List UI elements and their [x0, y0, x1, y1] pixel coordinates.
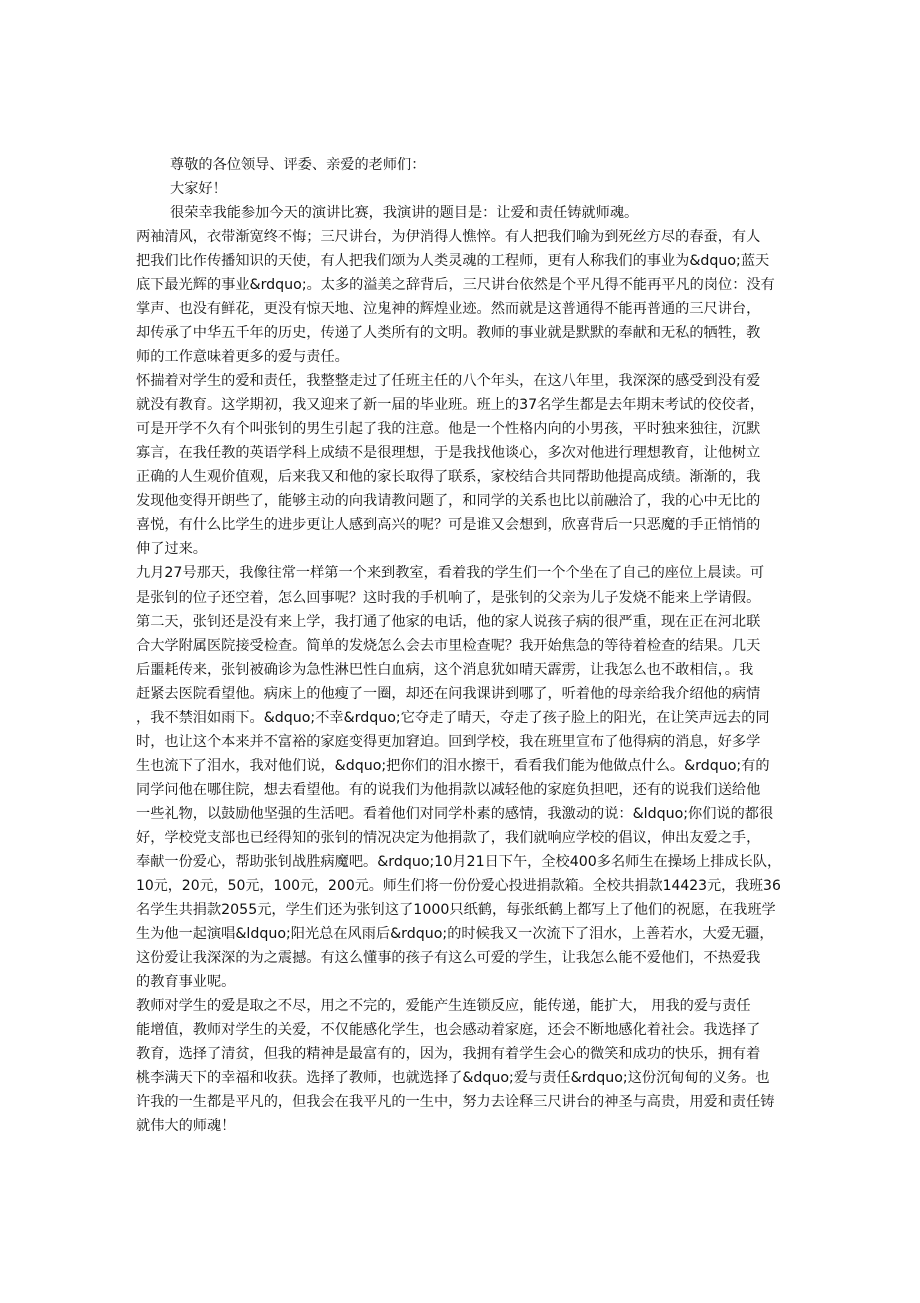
- text-line: 奉献一份爱心，帮助张钊战胜病魔吧。&rdquo;10月21日下午，全校400多名师生在操场上排成长队，: [136, 854, 782, 870]
- text-line: ，我不禁泪如雨下。&dquo;不幸&rdquo;它夺走了晴天，夺走了孩子脸上的阳光，在让笑声远去的同: [136, 710, 770, 726]
- text-line: 九月27号那天，我像往常一样第一个来到教室，看着我的学生们一个个坐在了自己的座位上晨读。可: [136, 565, 765, 581]
- text-line: 名学生共捐款2055元，学生们还为张钊这了1000只纸鹤，每张纸鹤上都写上了他们的祝愿，在我班学: [136, 902, 776, 918]
- text-line: 能增值，教师对学生的关爱，不仅能感化学生，也会感动着家庭，还会不断地感化着社会。我选择了: [136, 1022, 761, 1038]
- text-line: 两袖清风，衣带渐宽终不悔；三尺讲台，为伊消得人憔悴。有人把我们喻为到死丝方尽的春蚕，有人: [136, 229, 761, 245]
- text-line: 发现他变得开朗些了，能够主动的向我请教问题了，和同学的关系也比以前融洽了，我的心中无比的: [136, 493, 761, 509]
- text-line: 后噩耗传来，张钊被确诊为急性淋巴性白血病，这个消息犹如晴天霹雳，让我怎么也不敢相信，。我: [136, 662, 754, 678]
- text-line: 许我的一生都是平凡的，但我会在我平凡的一生中，努力去诠释三尺讲台的神圣与高贵，用爱和责任铸: [136, 1094, 775, 1110]
- text-line: 第二天，张钊还是没有来上学，我打通了他家的电话，他的家人说孩子病的很严重，现在正在河北联: [136, 614, 761, 630]
- text-line: 好，学校党支部也已经得知的张钊的情况决定为他捐款了，我们就响应学校的倡议，伸出友爱之手，: [136, 830, 761, 846]
- text-line: 可是开学不久有个叫张钊的男生引起了我的注意。他是一个性格内向的小男孩，平时独来独往，沉默: [136, 421, 761, 437]
- text-line: 尊敬的各位领导、评委、亲爱的老师们：: [170, 157, 426, 173]
- text-line: 把我们比作传播知识的天使，有人把我们颂为人类灵魂的工程师，更有人称我们的事业为&dquo;蓝天: [136, 253, 770, 269]
- text-line: 就伟大的师魂！: [136, 1118, 236, 1134]
- text-line: 底下最光辉的事业&rdquo;。太多的溢美之辞背后，三尺讲台依然是个平凡得不能再平凡的岗位：没有: [136, 277, 775, 293]
- text-line: 同学问他在哪住院，想去看望他。有的说我们为他捐款以减轻他的家庭负担吧，还有的说我们送给他: [136, 782, 761, 798]
- text-line: 生也流下了泪水，我对他们说，&dquo;把你们的泪水擦干，看看我们能为他做点什么。&rdquo;有的: [136, 758, 770, 774]
- text-line: 生为他一起演唱&ldquo;阳光总在风雨后&rdquo;的时候我又一次流下了泪水，上善若水，大爱无疆，: [136, 926, 774, 942]
- text-line: 却传承了中华五千年的历史，传递了人类所有的文明。教师的事业就是默默的奉献和无私的牺牲，教: [136, 325, 761, 341]
- text-line: 这份爱让我深深的为之震撼。有这么懂事的孩子有这么可爱的学生，让我怎么能不爱他们，不热爱我: [136, 950, 761, 966]
- text-line: 师的工作意味着更多的爱与责任。: [136, 349, 349, 365]
- text-line: 教育，选择了清贫，但我的精神是最富有的，因为，我拥有着学生会心的微笑和成功的快乐，拥有着: [136, 1046, 761, 1062]
- text-line: 很荣幸我能参加今天的演讲比赛，我演讲的题目是：让爱和责任铸就师魂。: [170, 205, 639, 221]
- text-line: 10元，20元，50元，100元，200元。师生们将一份份爱心投进捐款箱。全校共捐款14423元，我班36: [136, 878, 781, 894]
- text-line: 是张钊的位子还空着，怎么回事呢？这时我的手机响了，是张钊的父亲为儿子发烧不能来上学请假。: [136, 590, 761, 606]
- text-line: 寡言，在我任教的英语学科上成绩不是很理想，于是我找他谈心，多次对他进行理想教育，让他树立: [136, 445, 761, 461]
- text-line: 掌声、也没有鲜花，更没有惊天地、泣鬼神的辉煌业迹。然而就是这普通得不能再普通的三尺讲台，: [136, 301, 761, 317]
- text-line: 赶紧去医院看望他。病床上的他瘦了一圈，却还在问我课讲到哪了，听着他的母亲给我介绍他的病情: [136, 686, 761, 702]
- text-line: 教师对学生的爱是取之不尽，用之不完的，爱能产生连锁反应，能传递，能扩大， 用我的爱与责任: [136, 998, 751, 1014]
- text-line: 时，也让这个本来并不富裕的家庭变得更加窘迫。回到学校，我在班里宣布了他得病的消息，好多学: [136, 734, 761, 750]
- text-line: 正确的人生观价值观，后来我又和他的家长取得了联系，家校结合共同帮助他提高成绩。渐渐的，我: [136, 469, 761, 485]
- text-line: 大家好！: [170, 181, 227, 197]
- text-line: 怀揣着对学生的爱和责任，我整整走过了任班主任的八个年头，在这八年里，我深深的感受到没有爱: [136, 373, 761, 389]
- text-line: 喜悦，有什么比学生的进步更让人感到高兴的呢？可是谁又会想到，欣喜背后一只恶魔的手正悄悄的: [136, 517, 761, 533]
- text-line: 合大学附属医院接受检查。简单的发烧怎么会去市里检查呢？我开始焦急的等待着检查的结果。几天: [136, 638, 761, 654]
- text-line: 一些礼物，以鼓励他坚强的生活吧。看着他们对同学朴素的感情，我激动的说：&ldquo;你们说的都很: [136, 806, 774, 822]
- text-line: 桃李满天下的幸福和收获。选择了教师，也就选择了&dquo;爱与责任&rdquo;这份沉甸甸的义务。也: [136, 1070, 770, 1086]
- text-line: 伸了过来。: [136, 541, 207, 557]
- text-line: 的教育事业呢。: [136, 974, 236, 990]
- text-line: 就没有教育。这学期初，我又迎来了新一届的毕业班。班上的37名学生都是去年期末考试的佼佼者，: [136, 397, 765, 413]
